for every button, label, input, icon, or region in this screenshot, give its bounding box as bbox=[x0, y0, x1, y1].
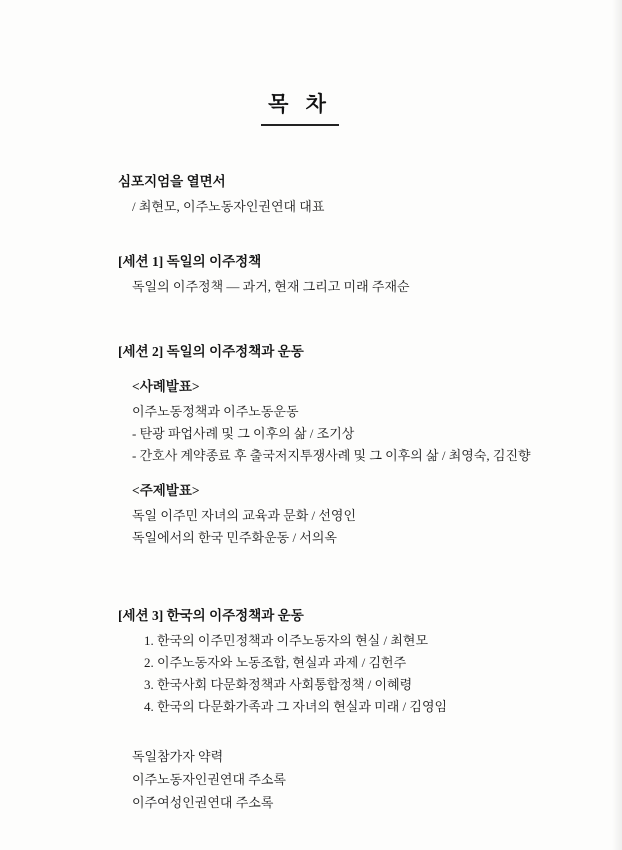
toc-entry: 2. 이주노동자와 노동조합, 현실과 과제 / 김헌주 bbox=[144, 654, 407, 670]
toc-entry: 독일에서의 한국 민주화운동 / 서의옥 bbox=[132, 530, 337, 546]
toc-appendix-entry: 이주노동자인권연대 주소록 bbox=[132, 771, 286, 787]
toc-entry: 독일의 이주정책 — 과거, 현재 그리고 미래 주재순 bbox=[132, 278, 410, 294]
page-title: 목 차 bbox=[268, 92, 332, 116]
toc-entry: - 간호사 계약종료 후 출국저지투쟁사례 및 그 이후의 삶 / 최영숙, 김진향 bbox=[132, 448, 531, 464]
toc-subsection-heading: <주제발표> bbox=[132, 483, 200, 499]
toc-entry: / 최현모, 이주노동자인권연대 대표 bbox=[132, 198, 325, 214]
toc-appendix-entry: 독일참가자 약력 bbox=[132, 749, 224, 765]
toc-entry: 1. 한국의 이주민정책과 이주노동자의 현실 / 최현모 bbox=[144, 632, 429, 648]
toc-subsection-heading: <사례발표> bbox=[132, 379, 200, 395]
toc-entry: 이주노동정책과 이주노동운동 bbox=[132, 403, 299, 419]
toc-appendix-entry: 이주여성인권연대 주소록 bbox=[132, 794, 274, 810]
toc-section-heading: [세션 1] 독일의 이주정책 bbox=[118, 254, 262, 270]
toc-appendix bbox=[132, 746, 600, 814]
toc-section-heading: [세션 3] 한국의 이주정책과 운동 bbox=[118, 607, 304, 623]
toc-entry: 4. 한국의 다문화가족과 그 자녀의 현실과 미래 / 김영임 bbox=[144, 698, 448, 714]
toc-entry: 3. 한국사회 다문화정책과 사회통합정책 / 이혜령 bbox=[144, 676, 413, 692]
title-underline bbox=[261, 124, 339, 126]
spacer bbox=[118, 218, 600, 226]
toc-section-heading: [세션 2] 독일의 이주정책과 운동 bbox=[118, 344, 304, 360]
table-of-contents bbox=[118, 172, 600, 814]
toc-section-heading: 심포지엄을 열면서 bbox=[118, 174, 226, 189]
toc-entry: 독일 이주민 자녀의 교육과 문화 / 선영인 bbox=[132, 508, 357, 524]
spacer bbox=[118, 550, 600, 580]
spacer bbox=[118, 298, 600, 316]
toc-entry: - 탄광 파업사례 및 그 이후의 삶 / 조기상 bbox=[132, 426, 355, 442]
